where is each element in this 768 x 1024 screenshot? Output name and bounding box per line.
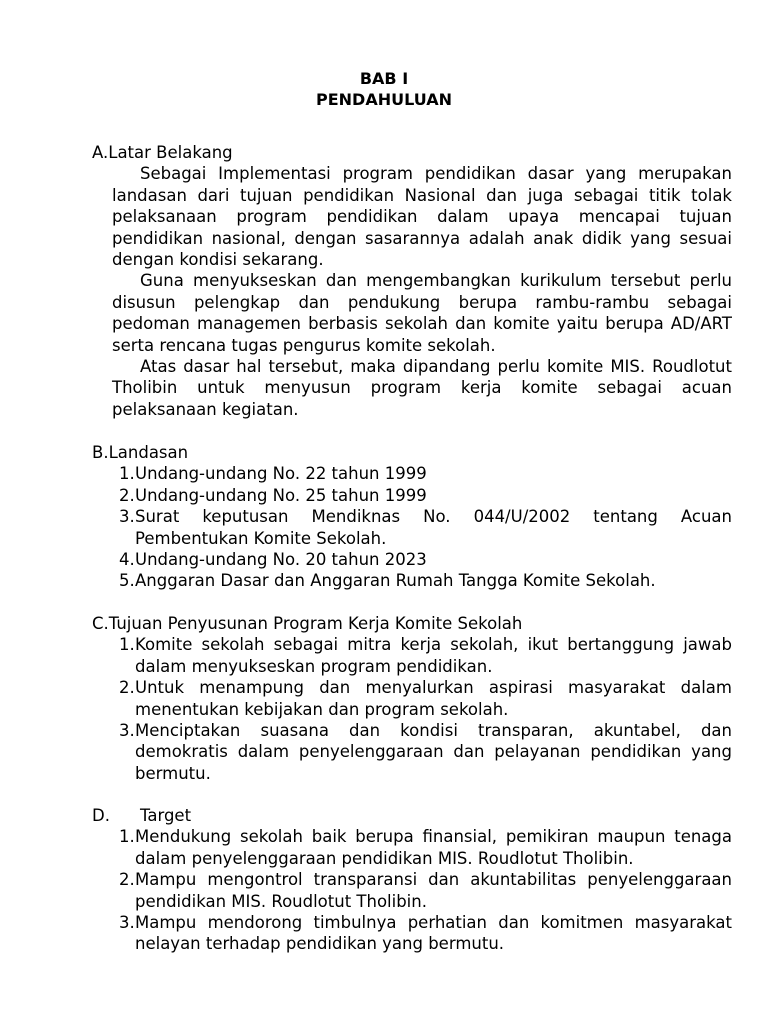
list-item: [92, 506, 732, 549]
list-item: [92, 869, 732, 912]
paragraph: Sebagai Implementasi program pendidikan dasar yang merupakan landasan dari tujuan pendidikan Nasional dan juga sebagai titik tolak pelaksanaan program pendidikan dalam upaya mencapai tujuan pendidikan nasional, dengan sasarannya adalah anak didik yang sesuai dengan kondisi sekarang.: [112, 164, 732, 270]
item-text: Undang-undang No. 25 tahun 1999: [135, 485, 427, 505]
numbered-list: [92, 634, 732, 784]
item-text: Untuk menampung dan menyalurkan aspirasi masyarakat dalam menentukan kebijakan dan program sekolah.: [135, 678, 732, 719]
section-target: [92, 805, 732, 955]
section-letter: D.: [92, 806, 110, 825]
item-text: Undang-undang No. 22 tahun 1999: [135, 464, 427, 484]
item-number: 2.: [119, 870, 135, 890]
section-letter: C.: [92, 614, 109, 633]
list-item: [92, 634, 732, 677]
section-tujuan: [92, 613, 732, 784]
section-title: Landasan: [108, 443, 189, 462]
section-heading: [92, 142, 732, 163]
chapter-title: PENDAHULUAN: [316, 90, 452, 109]
item-text: Mampu mendorong timbulnya perhatian dan komitmen masyarakat nelayan terhadap pendidikan yang bermutu.: [135, 913, 732, 954]
chapter-number: BAB I: [359, 69, 409, 88]
item-text: Anggaran Dasar dan Anggaran Rumah Tangga Komite Sekolah.: [135, 571, 656, 591]
section-title: Tujuan Penyusunan Program Kerja Komite Sekolah: [108, 614, 523, 633]
numbered-list: [92, 463, 732, 591]
item-number: 5.: [119, 571, 135, 591]
section-heading: [92, 805, 732, 826]
item-number: 4.: [119, 550, 135, 570]
numbered-list: [92, 826, 732, 954]
list-item: [92, 912, 732, 955]
item-number: 3.: [119, 913, 135, 933]
section-letter: A.: [92, 143, 109, 162]
item-text: Menciptakan suasana dan kondisi transparan, akuntabel, dan demokratis dalam penyelenggaraan dan pelayanan pendidikan yang bermutu.: [135, 721, 732, 783]
section-latar-belakang: [92, 142, 732, 420]
section-landasan: [92, 442, 732, 592]
paragraph: Atas dasar hal tersebut, maka dipandang perlu komite MIS. Roudlotut Tholibin untuk menyusun program kerja komite sebagai acuan pelaksanaan kegiatan.: [112, 357, 732, 419]
list-item: [92, 549, 732, 570]
list-item: [92, 485, 732, 506]
paragraph: Guna menyukseskan dan mengembangkan kurikulum tersebut perlu disusun pelengkap dan pendukung berupa rambu-rambu sebagai pedoman managemen berbasis sekolah dan komite yaitu berupa AD/ART serta rencana tugas pengurus komite sekolah.: [112, 271, 732, 355]
item-text: Mampu mengontrol transparansi dan akuntabilitas penyelenggaraan pendidikan MIS. Roudlotut Tholibin.: [135, 870, 732, 911]
list-item: [92, 720, 732, 784]
list-item: [92, 826, 732, 869]
item-text: Undang-undang No. 20 tahun 2023: [135, 550, 427, 570]
item-text: Komite sekolah sebagai mitra kerja sekolah, ikut bertanggung jawab dalam menyukseskan program pendidikan.: [135, 635, 732, 676]
item-number: 3.: [119, 507, 135, 527]
list-item: [92, 677, 732, 720]
section-heading: [92, 613, 732, 634]
list-item: [92, 463, 732, 484]
section-title: Latar Belakang: [108, 143, 233, 162]
item-number: 1.: [119, 827, 135, 847]
item-number: 3.: [119, 721, 135, 741]
item-number: 2.: [119, 485, 135, 505]
list-item: [92, 570, 732, 591]
item-number: 2.: [119, 678, 135, 698]
section-heading: [92, 442, 732, 463]
section-letter: B.: [92, 443, 109, 462]
item-text: Mendukung sekolah baik berupa finansial, pemikiran maupun tenaga dalam penyelenggaraan pendidikan MIS. Roudlotut Tholibin.: [135, 827, 732, 868]
item-number: 1.: [119, 464, 135, 484]
item-text: Surat keputusan Mendiknas No. 044/U/2002 tentang Acuan Pembentukan Komite Sekolah.: [135, 507, 732, 548]
item-number: 1.: [119, 635, 135, 655]
section-title: Target: [140, 806, 192, 825]
